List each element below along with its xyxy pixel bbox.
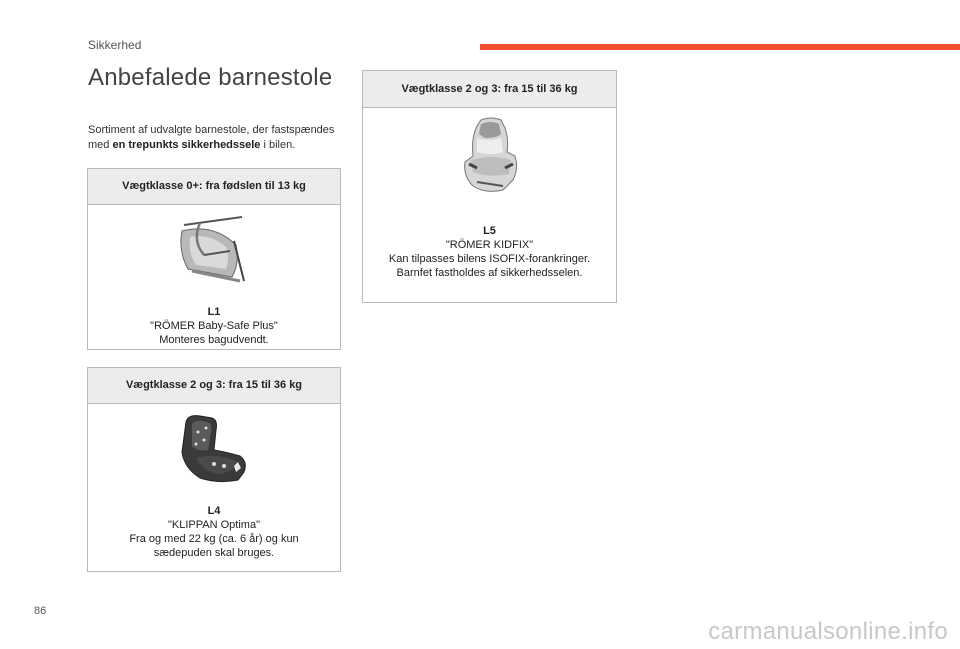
seat-code: L4 bbox=[207, 505, 221, 517]
seat-code: L1 bbox=[207, 306, 221, 318]
seat-description-line: sædepuden skal bruges. bbox=[153, 547, 275, 559]
section-label: Sikkerhed bbox=[88, 38, 142, 52]
seat-description-line: Barnfet fastholdes af sikkerhedsselen. bbox=[396, 267, 583, 279]
intro-text-after: i bilen. bbox=[260, 139, 296, 151]
seat-description-line: "KLIPPAN Optima" bbox=[168, 519, 260, 531]
seat-card-l1 bbox=[87, 168, 341, 350]
card-header: Vægtklasse 0+: fra fødslen til 13 kg bbox=[88, 169, 340, 205]
seat-description-line: Fra og med 22 kg (ca. 6 år) og kun bbox=[129, 533, 299, 545]
intro-text-before: Sortiment af udvalgte barnestole, der fastspændes med bbox=[88, 124, 335, 151]
page-title: Anbefalede barnestole bbox=[88, 64, 333, 91]
seat-description-line: "RÖMER Baby-Safe Plus" bbox=[150, 320, 278, 332]
seat-description-line: Kan tilpasses bilens ISOFIX-forankringer. bbox=[388, 253, 591, 265]
watermark: carmanualsonline.info bbox=[708, 618, 948, 645]
card-body bbox=[88, 211, 340, 347]
card-body bbox=[88, 412, 340, 560]
rear-facing-infant-carrier-icon bbox=[174, 211, 254, 287]
card-header: Vægtklasse 2 og 3: fra 15 til 36 kg bbox=[363, 71, 616, 108]
seat-description-line: Monteres bagudvendt. bbox=[159, 334, 269, 346]
card-body bbox=[363, 116, 616, 280]
seat-description-line: "RÖMER KIDFIX" bbox=[445, 239, 534, 251]
seat-code: L5 bbox=[483, 225, 496, 237]
seat-card-l4 bbox=[87, 367, 341, 572]
section-accent-bar bbox=[480, 44, 960, 50]
isofix-booster-seat-icon bbox=[457, 116, 523, 194]
card-header: Vægtklasse 2 og 3: fra 15 til 36 kg bbox=[88, 368, 340, 404]
intro-paragraph bbox=[88, 123, 348, 153]
intro-bold: en trepunkts sikkerhedssele bbox=[112, 139, 261, 151]
page-number: 86 bbox=[34, 605, 47, 617]
booster-seat-with-backrest-icon bbox=[178, 412, 250, 484]
seat-card-l5 bbox=[362, 70, 617, 303]
